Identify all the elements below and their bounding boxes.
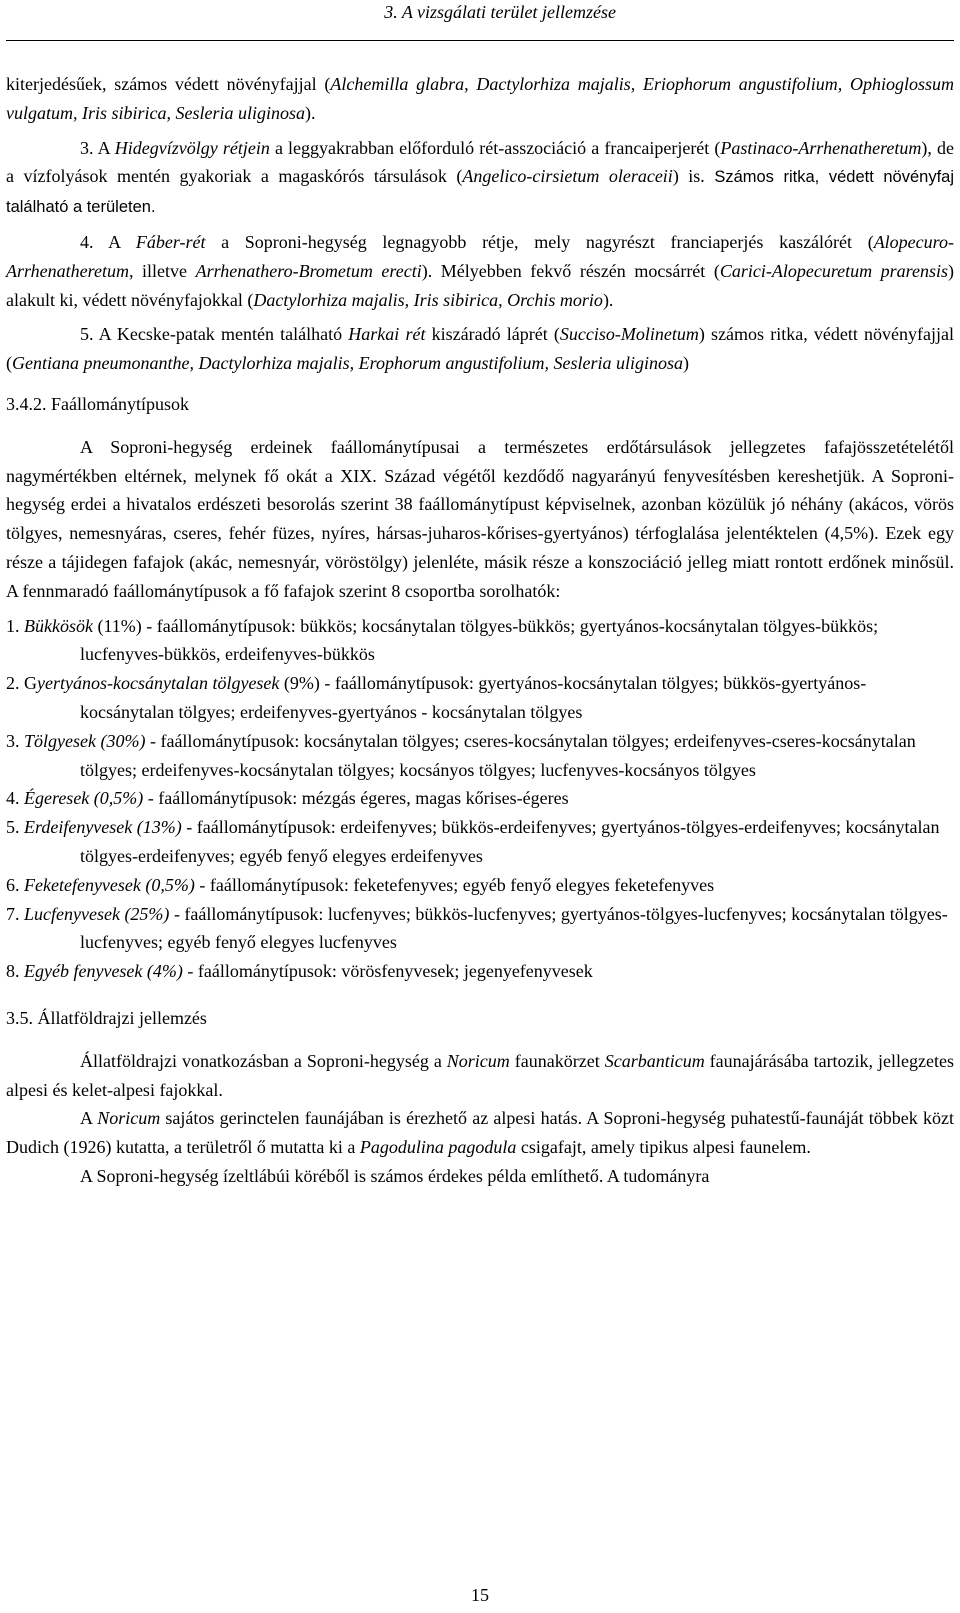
paragraph-faallomany-intro: A Soproni-hegység erdeinek faállománytípusai a természetes erdőtársulások jellegzetes fafajösszetételétől nagymértékben eltérnek, melynek fő okát a XIX. Század végétől kezdődő nagyarányú fenyvesítésben kereshetjük. A Soproni-hegység erdei a hivatalos erdészeti besorolás szerint 38 faállománytípust képviselnek, azonban közülük jó néhány (akácos, vörös tölgyes, nemesnyáras, cseres, fehér füzes, nyíres, hársas-juharos-kőrises-gyertyános) térfoglalása jelentéktelen (4,5%). Ezek egy része a tájidegen fafajok (akác, nemesnyár, vöröstölgy) jelenléte, másik része a konszociáció jelleg miatt rontott erdőnek minősül. A fennmaradó faállománytípusok a fő fafajok szerint 8 csoportba sorolhatók: (6, 436, 954, 601)
document-body (6, 70, 954, 1191)
section-title-faallomanytipusok: 3.4.2. Faállománytípusok (6, 393, 189, 414)
paragraph-hidegvizvolgy: 3. A Hidegvízvölgy rétjein a leggyakrabban előforduló rét-asszociáció a francaiperjerét (Pastinaco-Arrhenatheretum), de a vízfolyások mentén gyakoriak a magaskórós társulások (Angelico-cirsietum oleraceii) is. Számos ritka, védett növényfaj található a területen. (6, 137, 955, 217)
list-item: 4. Égeresek (0,5%) - faállománytípusok: mézgás égeres, magas kőrises-égeres (6, 788, 569, 809)
running-title: 3. A vizsgálati terület jellemzése (384, 2, 616, 22)
list-item: 2. Gyertyános-kocsánytalan tölgyesek (9%) - faállománytípusok: gyertyános-kocsánytalan tölgyes; bükkös-gyertyános-kocsánytalan tölgyes; erdeifenyves-gyertyános - kocsánytalan tölgyes (6, 673, 867, 722)
list-item: 5. Erdeifenyvesek (13%) - faállománytípusok: erdeifenyves; bükkös-erdeifenyves; gyertyános-tölgyes-erdeifenyves; kocsánytalan tölgyes-erdeifenyves; egyéb fenyő elegyes erdeifenyves (6, 817, 940, 866)
list-item: 3. Tölgyesek (30%) - faállománytípusok: kocsánytalan tölgyes; cseres-kocsánytalan tölgyes; erdeifenyves-cseres-kocsánytalan tölgyes; erdeifenyves-kocsánytalan tölgyes; kocsányos tölgyes; lucfenyves-kocsányos tölgyes (6, 730, 916, 780)
paragraph-harkai-ret: 5. A Kecske-patak mentén található Harkai rét kiszáradó láprét (Succiso-Molinetum) számos ritka, védett növényfajjal (Gentiana pneumonanthe, Dactylorhiza majalis, Erophorum angustifolium, Sesleria uliginosa) (6, 324, 954, 374)
paragraph-allatfoldrajz-1: Állatföldrajzi vonatkozásban a Soproni-hegység a Noricum faunakörzet Scarbanticum faunajárásába tartozik, jellegzetes alpesi és kelet-alpesi fajokkal. (6, 1050, 954, 1100)
list-item: 8. Egyéb fenyvesek (4%) - faállománytípusok: vörösfenyvesek; jegenyefenyvesek (6, 961, 593, 982)
header-rule (6, 40, 954, 41)
paragraph-faber-ret: 4. A Fáber-rét a Soproni-hegység legnagyobb rétje, mely nagyrészt franciaperjés kaszálórét (Alopecuro-Arrhenatheretum, illetve Arrhenathero-Brometum erecti). Mélyebben fekvő részén mocsárrét (Carici-Alopecuretum prarensis) alakult ki, védett növényfajokkal (Dactylorhiza majalis, Iris sibirica, Orchis morio). (6, 231, 955, 310)
page-number: 15 (471, 1585, 489, 1605)
paragraph-allatfoldrajz-2: A Noricum sajátos gerinctelen faunájában is érezhető az alpesi hatás. A Soproni-hegység puhatestű-faunáját többek közt Dudich (1926) kutatta, a területről ő mutatta ki a Pagodulina pagodula csigafajt, amely tipikus alpesi faunelem. (6, 1108, 954, 1158)
paragraph-allatfoldrajz-3: A Soproni-hegység ízeltlábúi köréből is számos érdekes példa említhető. A tudományra (80, 1165, 710, 1186)
list-item: 7. Lucfenyvesek (25%) - faállománytípusok: lucfenyves; bükkös-lucfenyves; gyertyános-tölgyes-lucfenyves; kocsánytalan tölgyes-lucfenyves; egyéb fenyő elegyes lucfenyves (6, 903, 948, 953)
list-item: 1. Bükkösök (11%) - faállománytípusok: bükkös; kocsánytalan tölgyes-bükkös; gyertyános-kocsánytalan tölgyes-bükkös; lucfenyves-bükkös, erdeifenyves-bükkös (6, 615, 879, 665)
list-item: 6. Feketefenyvesek (0,5%) - faállománytípusok: feketefenyves; egyéb fenyő elegyes feketefenyves (6, 874, 715, 895)
page-header (0, 0, 960, 40)
paragraph-continuation: kiterjedésűek, számos védett növényfajjal (Alchemilla glabra, Dactylorhiza majalis, Eriophorum angustifolium, Ophioglossum vulgatum, Iris sibirica, Sesleria uliginosa). (6, 74, 954, 123)
section-title-allatfoldrajz: 3.5. Állatföldrajzi jellemzés (6, 1007, 207, 1028)
